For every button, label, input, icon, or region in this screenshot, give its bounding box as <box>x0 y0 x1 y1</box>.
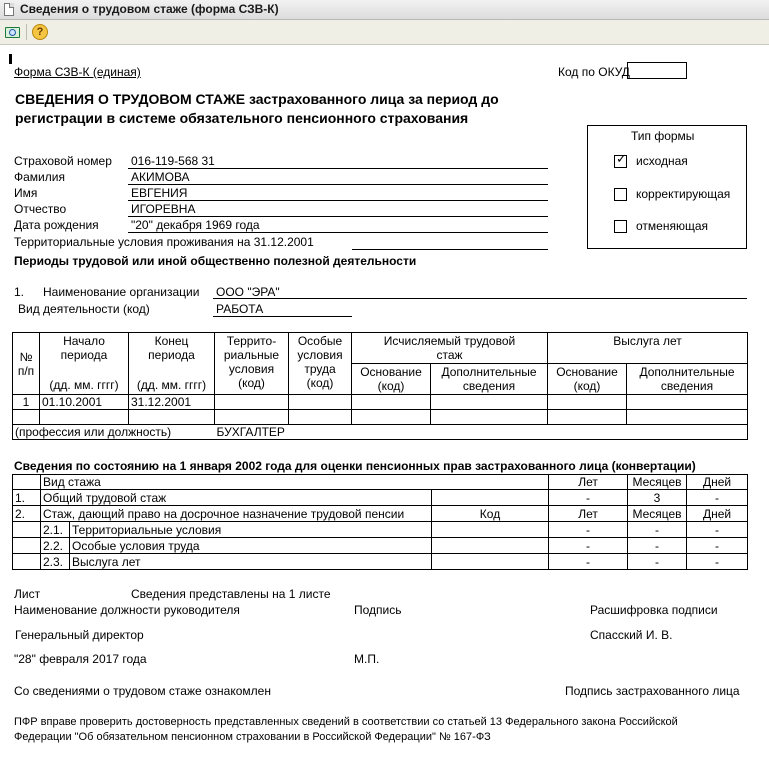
profession-row <box>13 425 748 440</box>
row-num: 2. <box>13 506 41 522</box>
toolbar-separator <box>26 24 27 40</box>
table-row-empty <box>13 410 748 425</box>
underline <box>128 200 548 201</box>
form-type-checkbox-original[interactable] <box>614 151 627 168</box>
table-row <box>13 538 748 554</box>
sheets-text: Сведения представлены на 1 листе <box>131 587 331 601</box>
row-years: - <box>549 490 628 506</box>
insured-signature-label: Подпись застрахованного лица <box>565 684 740 698</box>
form-title-bold: СВЕДЕНИЯ О ТРУДОВОМ СТАЖЕ <box>15 91 246 107</box>
form-type-option-cancel: отменяющая <box>636 219 708 233</box>
print-preview-icon[interactable] <box>4 23 22 41</box>
subrow-months: - <box>628 522 687 538</box>
territorial-conditions-label: Территориальные условия проживания на 31.12.2001 <box>14 235 314 249</box>
col-start-header <box>40 333 129 395</box>
help-button[interactable] <box>31 23 49 41</box>
help-icon: ? <box>32 24 48 40</box>
activity-label: Вид деятельности (код) <box>18 302 150 316</box>
col-num-header: № п/п <box>13 333 40 395</box>
cell-calc-extra <box>431 395 548 410</box>
patronymic-value: ИГОРЕВНА <box>131 202 196 216</box>
subrow-years: - <box>549 522 628 538</box>
cell-calc-basis <box>352 395 431 410</box>
okud-label: Код по ОКУД <box>558 65 630 79</box>
stamp-place: М.П. <box>354 652 380 666</box>
col-end-format: (дд. мм. гггг) <box>136 378 207 392</box>
birth-date-value: "20" декабря 1969 года <box>131 218 260 232</box>
col-calc-basis-header: Основание (код) <box>352 364 431 395</box>
cell-terr <box>215 395 289 410</box>
row-months: 3 <box>628 490 687 506</box>
underline <box>128 232 548 233</box>
col-end-header <box>129 333 215 395</box>
subrow-num: 2.1. <box>41 522 70 538</box>
table-row <box>13 506 748 522</box>
col-service-basis-header: Основание (код) <box>548 364 627 395</box>
row-days: - <box>687 490 748 506</box>
form-title-line2: регистрации в системе обязательного пенсионного страхования <box>15 110 469 126</box>
subrow-label: Выслуга лет <box>70 554 432 570</box>
insurance-number-label: Страховой номер <box>14 154 112 168</box>
subrow-months: - <box>628 554 687 570</box>
table-row <box>13 522 748 538</box>
document-icon <box>4 3 14 16</box>
table-row <box>13 554 748 570</box>
cell-service-extra <box>627 395 748 410</box>
birth-date-label: Дата рождения <box>14 218 99 232</box>
months-header: Месяцев <box>628 475 687 490</box>
subrow-label: Территориальные условия <box>70 522 432 538</box>
row-label: Стаж, дающий право на досрочное назначение трудовой пенсии <box>41 506 432 522</box>
surname-label: Фамилия <box>14 170 65 184</box>
form-title-rest: застрахованного лица за период до <box>245 91 499 107</box>
subrow-years: - <box>549 538 628 554</box>
col-service-extra-header: Дополнительные сведения <box>627 364 748 395</box>
legal-note-line1: ПФР вправе проверить достоверность представленных сведений в соответствии со статьей 13 Федерального закона Российской <box>14 716 678 728</box>
cursor-marker <box>9 54 12 64</box>
cell-service-basis <box>548 395 627 410</box>
signature-label: Подпись <box>354 603 402 617</box>
form-title <box>15 90 499 108</box>
col-calc-extra-header: Дополнительные сведения <box>431 364 548 395</box>
sheet-label: Лист <box>14 587 41 601</box>
conversion-heading: Сведения по состоянию на 1 января 2002 года для оценки пенсионных прав застрахованного лица (конвертации) <box>14 459 696 473</box>
profession-value: БУХГАЛТЕР <box>215 425 748 440</box>
okud-field[interactable] <box>627 62 687 79</box>
form-type-option-corrective: корректирующая <box>636 187 731 201</box>
subrow-years: - <box>549 554 628 570</box>
underline <box>213 298 747 299</box>
periods-table <box>12 332 748 440</box>
months-header-2: Месяцев <box>628 506 687 522</box>
col-service-header: Выслуга лет <box>548 333 748 364</box>
cell-special <box>289 395 352 410</box>
code-header: Код <box>432 506 549 522</box>
org-number: 1. <box>14 285 25 299</box>
col-start-format: (дд. мм. гггг) <box>49 378 119 392</box>
col-start-title: Начало периода <box>60 334 108 362</box>
form-type-checkbox-cancel[interactable] <box>614 220 627 233</box>
insurance-number-value: 016-119-568 31 <box>131 154 215 168</box>
form-name: Форма СЗВ-К (единая) <box>14 65 141 79</box>
subrow-days: - <box>687 522 748 538</box>
org-label: Наименование организации <box>43 285 200 299</box>
subrow-num: 2.2. <box>41 538 70 554</box>
window-titlebar <box>0 0 769 20</box>
col-terr-header: Террито- риальные условия (код) <box>215 333 289 395</box>
check-icon: ✓ <box>616 151 627 166</box>
underline <box>128 184 548 185</box>
underline <box>213 316 352 317</box>
profession-label: (профессия или должность) <box>13 425 215 440</box>
kind-header: Вид стажа <box>41 475 549 490</box>
col-calc-header: Исчисляемый трудовой стаж <box>352 333 548 364</box>
org-value: ООО "ЭРА" <box>216 285 280 299</box>
window-title: Сведения о трудовом стаже (форма СЗВ-К) <box>20 2 279 16</box>
head-position: Генеральный директор <box>15 628 144 642</box>
sign-date: "28" февраля 2017 года <box>14 652 147 666</box>
col-end-title: Конец периода <box>148 334 195 362</box>
subrow-months: - <box>628 538 687 554</box>
head-name: Спасский И. В. <box>590 628 673 642</box>
subrow-days: - <box>687 554 748 570</box>
form-type-option-original: исходная <box>636 154 688 168</box>
table-row <box>13 490 748 506</box>
form-type-panel <box>587 125 747 249</box>
days-header: Дней <box>687 475 748 490</box>
row-num: 1. <box>13 490 41 506</box>
table-row <box>13 395 748 410</box>
cell-num: 1 <box>13 395 40 410</box>
cell-end: 31.12.2001 <box>129 395 215 410</box>
legal-note-line2: Федерации "Об обязательном пенсионном страховании в Российской Федерации" № 167-ФЗ <box>14 731 491 743</box>
activity-value: РАБОТА <box>216 302 264 316</box>
decipher-label: Расшифровка подписи <box>590 603 718 617</box>
underline <box>128 168 548 169</box>
form-type-checkbox-corrective[interactable] <box>614 188 627 201</box>
form-type-label: Тип формы <box>631 129 695 143</box>
years-header-2: Лет <box>549 506 628 522</box>
patronymic-label: Отчество <box>14 202 67 216</box>
days-header-2: Дней <box>687 506 748 522</box>
row-label: Общий трудовой стаж <box>41 490 432 506</box>
acquainted-text: Со сведениями о трудовом стаже ознакомлен <box>14 684 271 698</box>
name-value: ЕВГЕНИЯ <box>131 186 188 200</box>
subrow-days: - <box>687 538 748 554</box>
underline <box>352 249 548 250</box>
surname-value: АКИМОВА <box>131 170 190 184</box>
periods-heading: Периоды трудовой или иной общественно полезной деятельности <box>14 254 417 268</box>
toolbar <box>0 20 769 45</box>
years-header: Лет <box>549 475 628 490</box>
cell-start: 01.10.2001 <box>40 395 129 410</box>
col-special-header: Особые условия труда (код) <box>289 333 352 395</box>
conversion-table <box>12 474 748 570</box>
subrow-num: 2.3. <box>41 554 70 570</box>
underline <box>128 216 548 217</box>
head-position-label: Наименование должности руководителя <box>14 603 240 617</box>
name-label: Имя <box>14 186 38 200</box>
subrow-label: Особые условия труда <box>70 538 432 554</box>
